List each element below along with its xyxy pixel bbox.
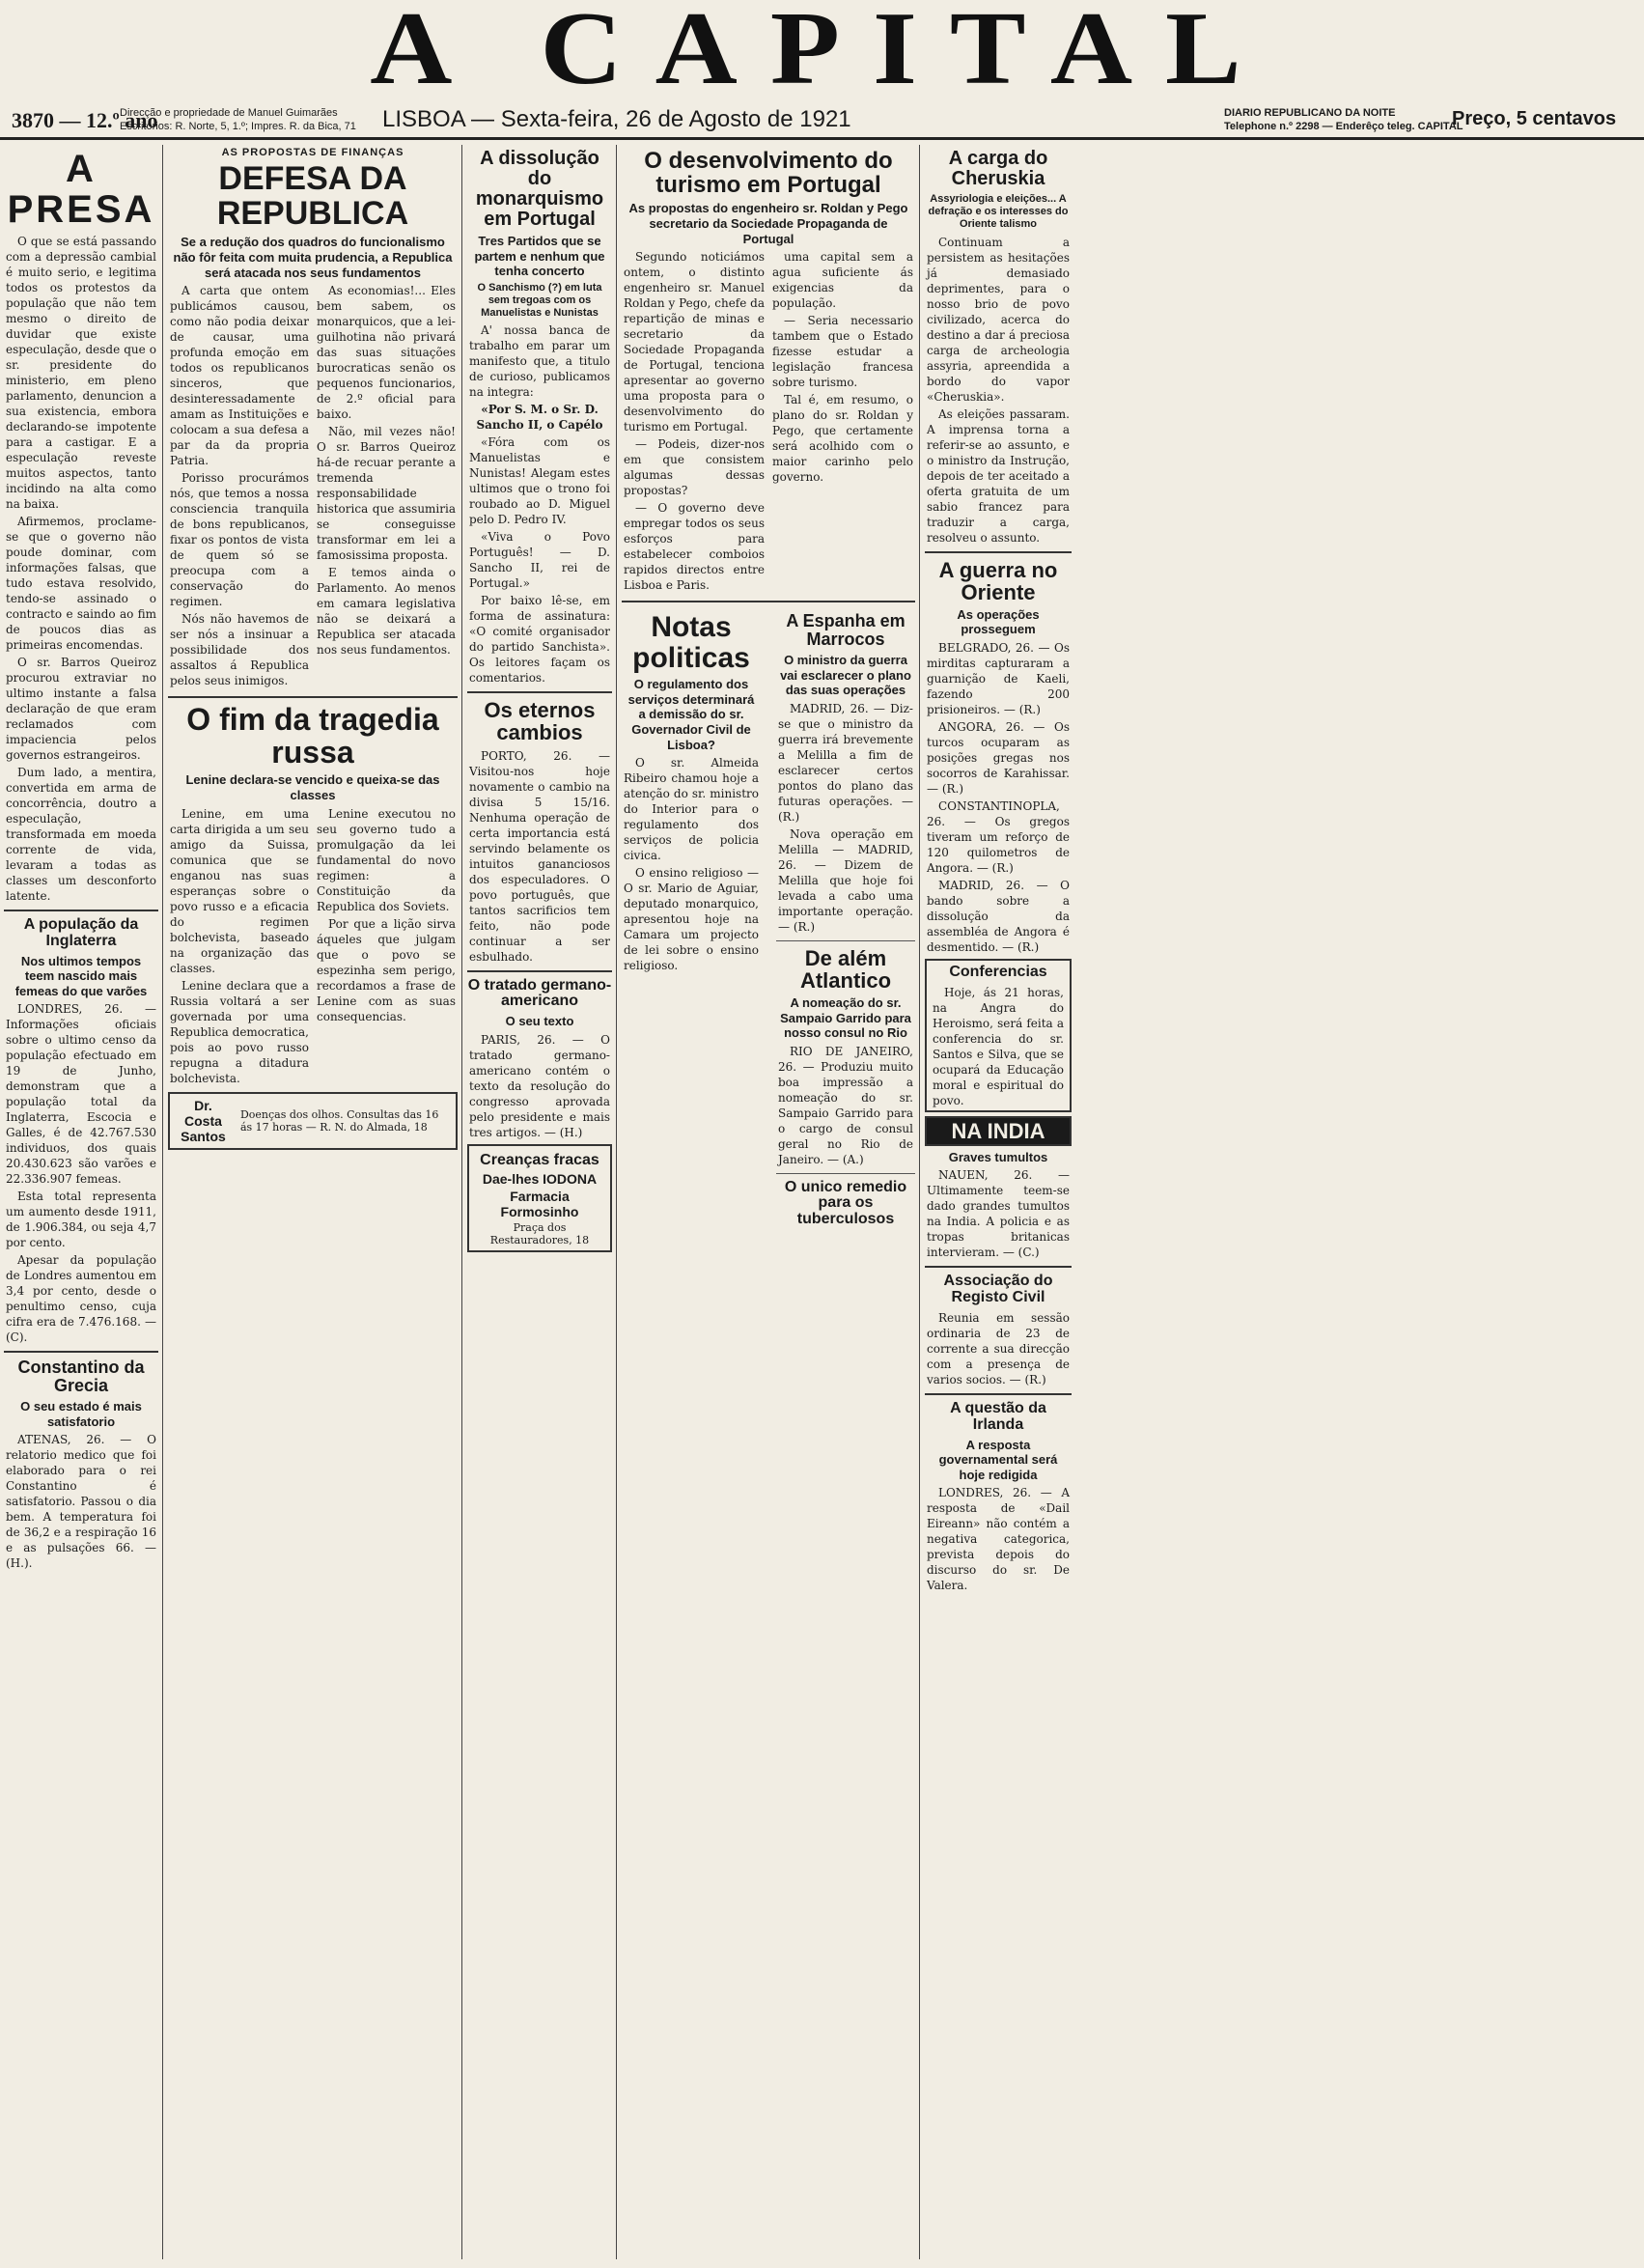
paragraph: — Podeis, dizer-nos em que consistem algumas dessas propostas?: [624, 437, 765, 498]
divider: [925, 551, 1072, 553]
paragraph: «Fóra com os Manuelistas e Nunistas! Alegam estes ultimos que o trono foi roubado ao D. Miguel pelo D. Pedro IV.: [469, 435, 610, 527]
lower-section: [618, 608, 919, 1232]
headline-tuberculosos: O unico remedio para os tuberculosos: [784, 1178, 907, 1228]
article-turismo-body: [624, 249, 913, 595]
paragraph: Hoje, ás 21 horas, na Angra do Heroismo, será feita a conferencia do sr. Santos e Silva, que se ocupará da Educação moral e espiritual do povo.: [933, 985, 1064, 1107]
paragraph: LONDRES, 26. — A resposta de «Dail Eireann» não contém a negativa categorica, prevista depois do discurso do sr. De Valera.: [927, 1486, 1070, 1593]
column-3: [463, 145, 617, 2259]
headline-notas-politicas: Notas politicas: [632, 611, 750, 674]
subheadline-tragedia-russa: Lenine declara-se vencido e queixa-se das classes: [185, 772, 440, 802]
headline-tratado-germano: O tratado germano-americano: [467, 976, 612, 1010]
notas-politicas-section: [618, 608, 765, 1232]
paragraph: NAUEN, 26. — Ultimamente teem-se dado grandes tumultos na India. A policia e as tropas britanicas intervieram. — (C.): [927, 1168, 1070, 1260]
paragraph: Afirmemos, proclame-se que o governo não poude dominar, com informações falsas, que tudo estava resolvido, tendo-se assinado o contracto e saindo ao fim de poucos dias as primeiras encomendas.: [6, 515, 156, 652]
headline-turismo: O desenvolvimento do turismo em Portugal: [644, 148, 893, 199]
paragraph: Lenine executou no seu governo tudo a promulgação da lei fundamental do novo regimen: a Constituição da Republica dos Soviets.: [317, 806, 456, 913]
conferencias-box: [925, 959, 1072, 1112]
subheadline-tratado: O seu texto: [505, 1014, 574, 1029]
article-defesa-republica-body: [170, 283, 456, 690]
date-line: LISBOA — Sexta-feira, 26 de Agosto de 1921: [382, 106, 851, 132]
headline-registo-civil: Associação do Registo Civil: [943, 1273, 1053, 1306]
paragraph: CONSTANTINOPLA, 26. — Os gregos tiveram um reforço de 120 quilometros de Angora. — (R.): [927, 798, 1070, 875]
paragraph: «Viva o Povo Português! — D. Sancho II, rei de Portugal.»: [469, 530, 610, 591]
article-cambios-body: [469, 748, 610, 965]
headline-defesa-republica: DEFESA DA REPUBLICA: [216, 160, 409, 232]
divider: [467, 691, 612, 693]
divider: [467, 970, 612, 972]
manifesto-title: «Por S. M. o Sr. D. Sancho II, o Capélo: [476, 403, 603, 433]
paragraph: MADRID, 26. — O bando sobre a dissolução da assembléa de Angora é desmentido. — (R.): [927, 878, 1070, 954]
subheadline-na-india: Graves tumultos: [948, 1149, 1048, 1164]
masthead: [0, 0, 1644, 108]
advert-details: Doenças dos olhos. Consultas das 16 ás 17 horas — R. N. do Almada, 18: [239, 1107, 439, 1134]
paragraph: Não, mil vezes não! O sr. Barros Queiroz há-de recuar perante a tremenda responsabilidade historica que assumiria se conseguisse transformar em lei a famosissima proposta.: [317, 425, 456, 563]
paragraph: ANGORA, 26. — Os turcos ocuparam as posições gregas nos socorros de Karahissar. — (R.): [927, 719, 1070, 796]
divider: [168, 696, 458, 698]
column-5: [921, 145, 1075, 2259]
column-4: [618, 145, 920, 2259]
newspaper-title: A CAPITAL: [370, 0, 1274, 107]
paragraph: Reunia em sessão ordinaria de 23 de corrente a sua direcção com a presença de varios socios. — (R.): [927, 1311, 1070, 1387]
article-notas-politicas-body: [624, 755, 759, 973]
paragraph: Por baixo lê-se, em forma de assinatura: «O comité organisador do partido Sanchista». Os leitores façam os comentarios.: [469, 594, 610, 686]
paragraph: — O governo deve empregar todos os seus esforços para estabelecer comboios rapidos directos entre Lisboa e Paris.: [624, 501, 765, 593]
headline-eternos-cambios: Os eternos cambios: [484, 698, 596, 745]
paper-type-info: [1224, 106, 1463, 133]
headline-questao-irlanda: A questão da Irlanda: [950, 1400, 1046, 1433]
divider: [4, 1351, 158, 1353]
divider: [776, 1173, 915, 1174]
article-conferencias-body: [933, 985, 1064, 1108]
divider: [776, 940, 915, 941]
column-2: [164, 145, 462, 2259]
paragraph: PARIS, 26. — O tratado germano-americano contém o texto da resolução do congresso aprovada pelo presidente e mais tres artigos. — (H.): [469, 1032, 610, 1139]
advert-line: Dae-lhes IODONA: [482, 1170, 598, 1187]
paragraph: Esta total representa um aumento desde 1911, de 1.906.384, ou seja 4,7 por cento.: [6, 1190, 156, 1250]
article-irlanda-body: [927, 1485, 1070, 1593]
subheadline-alem-atlantico: A nomeação do sr. Sampaio Garrido para nosso consul no Rio: [780, 994, 911, 1041]
paragraph: O ensino religioso — O sr. Mario de Aguiar, deputado monarquico, apresentou hoje na Camara um projecto de lei sobre o ensino religioso.: [624, 866, 759, 973]
paragraph: ATENAS, 26. — O relatorio medico que foi elaborado para o rei Constantino é satisfatorio. Passou o dia bem. A temperatura foi de 36,2 e a respiração 16 e as pulsações 66. — (H.).: [6, 1433, 156, 1571]
article-na-india-body: [927, 1167, 1070, 1260]
headline-a-presa: A PRESA: [7, 148, 155, 231]
subheadline-espanha: O ministro da guerra vai esclarecer o plano das suas operações: [780, 652, 911, 698]
article-tragedia-russa-body: [170, 806, 456, 1088]
paragraph: Apesar da população de Londres aumentou em 3,4 por cento, desde o penultimo censo, cuja cifra era de 7.476.168. — (C).: [6, 1253, 156, 1345]
paper-type: DIARIO REPUBLICANO DA NOITE: [1224, 107, 1396, 119]
headline-conferencias: Conferencias: [949, 963, 1047, 980]
subheadline-populacao: Nos ultimos tempos teem nascido mais femeas do que varões: [14, 953, 148, 998]
paragraph: A carta que ontem publicámos causou, como não podia deixar de causar, uma profunda emoção em todos os republicanos sinceros, que desinteressadamente amam as Instituições e colocam a sua defesa a par da da propria Patria.: [170, 284, 309, 468]
espanha-section: [772, 608, 919, 1232]
article-cheruskia-body: [927, 235, 1070, 546]
paragraph: Dum lado, a mentira, convertida em arma de concorrência, doutro a especulação, transformada em moeda corrente de vida, levaram a todas as classes um desconforto latente.: [6, 766, 156, 903]
telephone-line: Telephone n.º 2298 — Enderêço teleg. CAPITAL: [1224, 121, 1463, 132]
advert-costa-santos: [168, 1092, 458, 1150]
divider: [925, 1266, 1072, 1268]
paragraph: Tal é, em resumo, o plano do sr. Roldan y Pego, que certamente será acolhido com o maior carinho pelo governo.: [772, 393, 913, 485]
headline-carga-cheruskia: A carga do Cheruskia: [948, 148, 1048, 189]
advert-iodona: [467, 1144, 612, 1252]
headline-alem-atlantico: De além Atlantico: [799, 945, 892, 993]
article-alem-atlantico-body: [778, 1044, 913, 1167]
paragraph: Continuam a persistem as hesitações já demasiado deprimentes, para o nosso brio de povo civilizado, acerca do destino a dar á preciosa carga de archeologia assyria, apreendida a bordo do vapor «Cheruskia».: [927, 235, 1070, 404]
paragraph: E temos ainda o Parlamento. Ao menos em camara legislativa não se deixará a Republica ser atacada nos seus fundamentos.: [317, 566, 456, 658]
publisher-info: [120, 106, 356, 133]
paragraph: MADRID, 26. — Diz-se que o ministro da guerra irá brevemente a Melilla a fim de esclarecer certos pontos do plano das futuras operações. — (R.): [778, 701, 913, 824]
paragraph: Lenine declara que a Russia voltará a ser governada por uma Republica democratica, pois ao povo russo repugna a ditadura bolchevista.: [170, 978, 309, 1085]
headline-espanha-marrocos: A Espanha em Marrocos: [786, 611, 906, 650]
subheadline-irlanda: A resposta governamental será hoje redigida: [938, 1437, 1058, 1482]
paragraph: uma capital sem a agua suficiente ás exigencias da população.: [772, 250, 913, 311]
headline-constantino: Constantino da Grecia: [17, 1358, 145, 1396]
paragraph: BELGRADO, 26. — Os mirditas capturaram a guarnição de Kaeli, fazendo 200 prisioneiros. — (R.): [927, 640, 1070, 716]
direction-line: Direcção e propriedade de Manuel Guimarães: [120, 107, 338, 119]
article-populacao-body: [6, 1001, 156, 1345]
article-espanha-body: [778, 701, 913, 935]
headline-populacao-inglaterra: A população da Inglaterra: [23, 916, 139, 949]
subheadline-dissolucao: Tres Partidos que se partem e nenhum que tenha concerto: [474, 234, 605, 279]
paragraph: LONDRES, 26. — Informações oficiais sobre o ultimo censo da população efectuado em 19 de Junho, demonstram que a população total da Inglaterra, Escocia e Galles, é de 42.767.530 individuos, dos quais 20.430.623 são varões e 22.336.907 femeas.: [6, 1002, 156, 1187]
paragraph: O que se está passando com a depressão cambial é muito serio, e legitima todos os protestos da população que não tem mesmo o direito de duvidar que existe especulação, desde que o sr. presidente do ministerio, em pleno parlamento, denuncion a sua existencia, embora declarando-se impotente para a castigar. E a especulação reveste muitos aspectos, tanto incidindo na alta como na baixa.: [6, 235, 156, 511]
headline-guerra-oriente: A guerra no Oriente: [938, 557, 1058, 604]
issue-number: 3870 — 12.º ano: [12, 108, 158, 132]
paragraph: Nova operação em Melilla — MADRID, 26. — Dizem de Melilla que hoje foi levada a cabo uma importante operação. — (R.): [778, 826, 913, 934]
headline-dissolucao-monarquismo: A dissolução do monarquismo em Portugal: [475, 148, 604, 230]
paragraph: As economias!... Eles bem sabem, os monarquicos, que a lei-guilhotina não privará das suas situações burocraticas senão os pequenos funcionarios, de 2.º oficial para baixo.: [317, 284, 456, 422]
article-constantino-body: [6, 1432, 156, 1571]
divider: [925, 1393, 1072, 1395]
paragraph: — Seria necessario tambem que o Estado fizesse estudar a legislação francesa sobre turismo.: [772, 314, 913, 390]
subheadline-turismo: As propostas do engenheiro sr. Roldan y Pego secretario da Sociedade Propaganda de Portugal: [628, 201, 908, 246]
advert-title: Creanças fracas: [480, 1151, 599, 1168]
article-registo-civil-body: [927, 1310, 1070, 1387]
column-1: [0, 145, 163, 2259]
price: Preço, 5 centavos: [1452, 108, 1617, 129]
offices-line: Escritorios: R. Norte, 5, 1.º; Impres. R. da Bica, 71: [120, 121, 356, 132]
paragraph: Segundo noticiámos ontem, o distinto engenheiro sr. Manuel Roldan y Pego, chefe da repartição de minas e secretario da Sociedade Propaganda de Portugal, tenciona apresentar ao governo uma proposta para o desenvolvimento do turismo em Portugal.: [624, 250, 765, 434]
kicker-propostas-financas: AS PROPOSTAS DE FINANÇAS: [221, 147, 404, 158]
paragraph: Por que a lição sirva áqueles que julgam que o povo se espezinha sem perigo, recordamos a frase de Lenine com as suas consequencias.: [317, 916, 456, 1023]
subheadline-defesa-republica: Se a redução dos quadros do funcionalismo não fôr feita com muita prudencia, a Republica será atacada nos seus fundamentos: [173, 235, 453, 280]
article-tratado-body: [469, 1032, 610, 1140]
article-a-presa-body: [6, 234, 156, 904]
paragraph: Lenine, em uma carta dirigida a um seu amigo da Suissa, comunica que se enganou nas suas esperanças sobre o povo russo e a eficacia do regimen bolchevista, baseado na organização das classes.: [170, 806, 309, 975]
masthead-info-bar: [0, 104, 1644, 140]
advert-line: Farmacia Formosinho: [500, 1188, 579, 1219]
article-dissolucao-body: [469, 322, 610, 686]
article-guerra-oriente-body: [927, 640, 1070, 955]
subheadline-cheruskia: Assyriologia e eleições... A defração e os interesses do Oriente talismo: [928, 193, 1069, 231]
paragraph: Nós não havemos de ser nós a insinuar a possibilidade dos assaltos á Republica pelos seus inimigos.: [170, 612, 309, 688]
advert-name: Dr. Costa Santos: [181, 1097, 226, 1144]
subheadline-sanchismo: O Sanchismo (?) em luta sem tregoas com os Manuelistas e Nunistas: [477, 281, 602, 320]
headline-tragedia-russa: O fim da tragedia russa: [186, 702, 439, 770]
divider: [622, 601, 915, 602]
subheadline-notas-politicas: O regulamento dos serviços determinará a demissão do sr. Governador Civil de Lisboa?: [627, 677, 755, 752]
paragraph: O sr. Barros Queiroz procurou extraviar no ultimo instante a falsa declaração de que eram reclamados com impaciencia pelos governos estrangeiros.: [6, 656, 156, 762]
headline-na-india: NA INDIA: [951, 1118, 1045, 1143]
paragraph: O sr. Almeida Ribeiro chamou hoje a atenção do sr. ministro do Interior para o regulamento dos serviços de policia civica.: [624, 756, 759, 863]
advert-address: Praça dos Restauradores, 18: [489, 1220, 590, 1246]
paragraph: Porisso procurámos nós, que temos a nossa consciencia tranquila de bons republicanos, fixar os pontos de vista de quem só se preocupa com a conservação do regimen.: [170, 471, 309, 609]
paragraph: A' nossa banca de trabalho em parar um manifesto que, a titulo de curioso, publicamos na integra:: [469, 323, 610, 400]
paragraph: RIO DE JANEIRO, 26. — Produziu muito boa impressão a nomeação do sr. Sampaio Garrido para o cargo de consul geral no Rio de Janeiro. — (A.): [778, 1044, 913, 1166]
subheadline-constantino: O seu estado é mais satisfatorio: [20, 1399, 142, 1429]
paragraph: PORTO, 26. — Visitou-nos hoje novamente o cambio na divisa 5 15/16. Nenhuma operação de certa importancia está servindo belamente os intuitos gananciosos dos especuladores. O povo português, que tantos sacrificios tem feito, não pode continuar a ser esbulhado.: [469, 748, 610, 964]
na-india-banner: [925, 1116, 1072, 1146]
divider: [4, 910, 158, 911]
paragraph: As eleições passaram. A imprensa torna a referir-se ao assunto, e o ministro da Instrução, depois de ter aceitado a oferta gratuita de um sabio francez para traduzir a carga, resolveu o assunto.: [927, 406, 1070, 545]
subheadline-guerra-oriente: As operações prosseguem: [957, 606, 1040, 637]
